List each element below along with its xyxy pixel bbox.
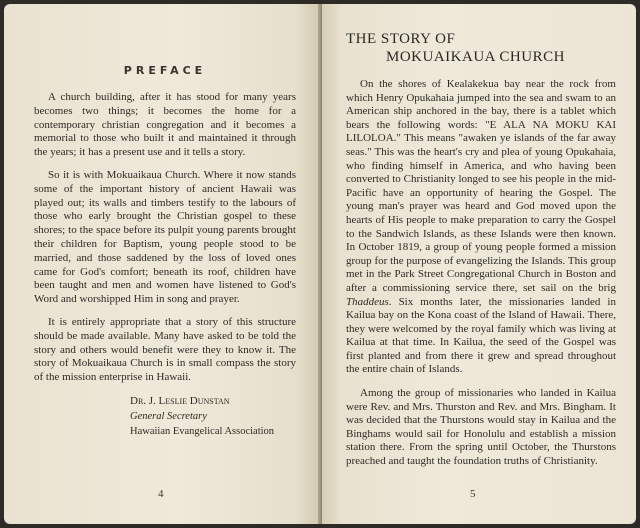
page-number-left: 4 <box>158 488 164 500</box>
story-paragraph-2: Among the group of missionaries who landed in Kailua were Rev. and Mrs. Thurston and Rev. and Mrs. Bingham. It was decided that the Thurstons would stay in Kailua and the Binghams would sail for Honolulu and establish a mission station there. From the spring until October, the Thurstons preached and taught the foundation truths of Christianity. <box>346 387 616 468</box>
page-number-right: 5 <box>470 488 476 500</box>
preface-paragraph-3: It is entirely appropriate that a story of this structure should be made available. Many have asked to be told the story and others would benefit were they to know it. The story of Mokuaikaua Church is in small compass the story of the mission enterprise in Hawaii. <box>34 315 296 384</box>
preface-heading: PREFACE <box>123 64 207 77</box>
signature-title: General Secretary <box>130 410 207 422</box>
signature-block <box>130 394 296 439</box>
preface-paragraph-2: So it is with Mokuaikaua Church. Where it now stands some of the important history of ancient Hawaii was played out; its walls and timbers testify to the labours of those who early brought the Christian gospel to these shores; to the space before its pulpit young parents brought their children for Baptism, young people stood to be married, and those saddened by the loss of loved ones came for God's comfort; beneath its roof, children have been taught and men and women have listened to God's Word and worshipped Him in song and prayer. <box>34 168 296 306</box>
story-paragraph-1 <box>346 78 616 377</box>
story-title-line-2: MOKUAIKAUA CHURCH <box>386 49 565 65</box>
signature-organization: Hawaiian Evangelical Association <box>130 425 275 437</box>
signature-name: Dr. J. Leslie Dunstan <box>130 394 230 407</box>
left-page <box>4 4 322 524</box>
story-paragraph-1-end: . Six months later, the missionaries landed in Kailua bay on the Kona coast of the Island of Hawaii. There, they were welcomed by the royal family which was living at Kailua at that time. In Kailua, the seed of the Gospel was first planted and from there it grew and spread throughout the entire chain of Islands. <box>346 295 616 376</box>
story-title <box>346 30 616 66</box>
right-page <box>322 4 636 524</box>
ship-name: Thaddeus <box>346 295 389 308</box>
story-paragraph-1-start: On the shores of Kealakekua bay near the rock from which Henry Opukahaia jumped into the sea and swam to an American ship anchored in the bay, there is a tablet which bears the following words: "E ALA NA MOKU KAI LILOLOA." This means "awaken ye islands of the far away seas." This was the heart's cry and plea of young Opukahaia, who finding himself in America, and who having been converted to Christianity longed to see his people in the mid-Pacific have an opportunity of hearing the Gospel. The young man's prayer was heard and God moved upon the hearts of His people to make preparation to carry the Gospel to the Sandwich Islands, as these Islands were then known. In October 1819, a group of young people formed a mission group for the purpose of evangelizing the Islands. This group met in the Park Street Congregational Church in Boston and after a commissioning service there, set sail on the brig <box>346 78 616 294</box>
story-title-line-1: THE STORY OF <box>346 31 456 47</box>
story-section <box>346 30 616 479</box>
preface-section <box>34 64 296 439</box>
preface-paragraph-1: A church building, after it has stood for many years becomes two things; it becomes the home for a contemporary christian congregation and it becomes a memorial to those who built it and maintained it through the years; it has a present use and it tells a story. <box>34 91 296 159</box>
